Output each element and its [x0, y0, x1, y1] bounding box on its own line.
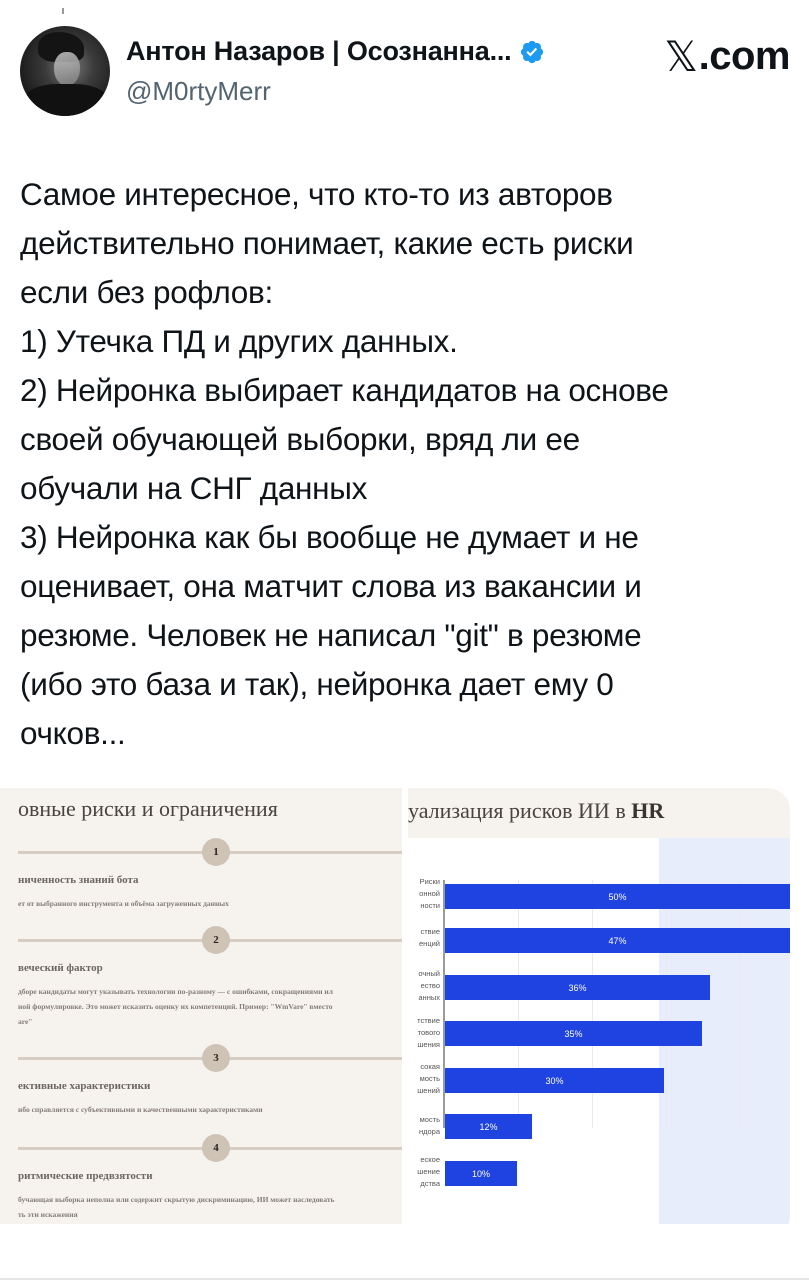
avatar-shoulder — [24, 84, 108, 116]
step-desc-line: бучающая выборка неполна или содержит скрытую дискриминацию, ИИ может наследовать — [18, 1195, 335, 1204]
bar-value-label: 30% — [545, 1075, 564, 1086]
tweet-line: резюме. Человек не написал "git" в резюме — [20, 617, 642, 653]
bar-category-label: ствие енций — [419, 927, 440, 948]
bar-value-label: 36% — [568, 982, 587, 993]
tweet-line: если без рофлов: — [20, 274, 273, 310]
tweet-body — [20, 170, 790, 758]
bar-category-label: Риски онной ности — [419, 877, 440, 910]
bar-category-label: мость ндора — [418, 1115, 440, 1136]
tweet-line: оценивает, она матчит слова из вакансии и — [20, 568, 642, 604]
chart-bar — [445, 1114, 532, 1139]
step-number: 4 — [202, 1134, 230, 1162]
user-handle[interactable]: @M0rtyMerr — [126, 76, 271, 106]
step-desc — [18, 896, 402, 911]
chart-gridline — [666, 880, 667, 1128]
tweet-line: 3) Нейронка как бы вообще не думает и не — [20, 519, 639, 555]
x-com-suffix: .com — [698, 34, 790, 78]
step-desc — [18, 984, 402, 1029]
step-desc-line: are" — [18, 1017, 33, 1026]
tweet-line: своей обучающей выборки, вряд ли ее — [20, 421, 580, 457]
step-desc-line: ть эти искажения — [18, 1210, 78, 1219]
verified-badge-icon — [519, 39, 545, 65]
step-number: 3 — [202, 1044, 230, 1072]
avatar[interactable] — [20, 26, 110, 116]
step-title: ниченность знаний бота — [18, 874, 139, 886]
bar-category-label: очный ество анных — [418, 969, 440, 1002]
bar-category-label: сокая мость шений — [417, 1062, 440, 1095]
step-title: веческий фактор — [18, 962, 103, 974]
step-number: 2 — [202, 926, 230, 954]
chart-title-bold: HR — [631, 798, 665, 823]
tweet-header — [20, 26, 800, 118]
bar-value-label: 12% — [479, 1121, 498, 1132]
slide-title: овные риски и ограничения — [18, 796, 278, 821]
tweet-line: обучали на СНГ данных — [20, 470, 368, 506]
x-com-logo — [664, 32, 790, 81]
tweet-line: Самое интересное, что кто-то из авторов — [20, 176, 613, 212]
bar-value-label: 47% — [608, 935, 627, 946]
status-mark — [62, 8, 64, 14]
media-image-chart[interactable] — [408, 788, 790, 1224]
step-desc — [18, 1192, 402, 1222]
bar-category-label: тствие тового шения — [417, 1016, 440, 1049]
chart-bar — [445, 928, 790, 953]
step-desc-line: дборе кандидаты могут указывать технологии по-разному — с ошибками, сокращениями ил — [18, 987, 333, 996]
tweet-line: (ибо это база и так), нейронка дает ему 0 — [20, 666, 614, 702]
tweet-media — [0, 788, 809, 1228]
chart-gridline — [740, 880, 741, 1128]
step-desc-line: ибо справляется с субъективными и качественными характеристиками — [18, 1105, 263, 1114]
step-desc — [18, 1102, 402, 1117]
chart-bar — [445, 1161, 517, 1186]
chart-bar — [445, 1068, 664, 1093]
chart-bar — [445, 884, 790, 909]
chart-title-text: уализация рисков ИИ в — [408, 798, 632, 823]
step-desc-line: ет от выбранного инструмента и объёма загруженных данных — [18, 899, 229, 908]
chart-bar — [445, 975, 710, 1000]
chart-bar — [445, 1021, 702, 1046]
name-row — [126, 36, 545, 67]
chart-title — [408, 798, 664, 824]
step-number: 1 — [202, 838, 230, 866]
avatar-face — [54, 52, 80, 86]
tweet-line: действительно понимает, какие есть риски — [20, 225, 634, 261]
bar-value-label: 10% — [471, 1168, 490, 1179]
tweet-line: 1) Утечка ПД и других данных. — [20, 323, 458, 359]
media-image-risks[interactable] — [0, 788, 402, 1224]
bar-category-label: еское шение дства — [417, 1155, 440, 1188]
display-name[interactable]: Антон Назаров | Осознанна... — [126, 36, 512, 66]
step-title: ритмические предвзятости — [18, 1170, 153, 1182]
x-logo-icon: 𝕏 — [664, 32, 698, 81]
step-desc-line: ной формулировке. Это может исказить оценку их компетенций. Пример: "WmVare" вместо — [18, 1002, 333, 1011]
bar-value-label: 35% — [564, 1028, 583, 1039]
step-title: ективные характеристики — [18, 1080, 151, 1092]
tweet-line: очков... — [20, 715, 126, 751]
bar-value-label: 50% — [608, 891, 627, 902]
tweet-line: 2) Нейронка выбирает кандидатов на основе — [20, 372, 669, 408]
